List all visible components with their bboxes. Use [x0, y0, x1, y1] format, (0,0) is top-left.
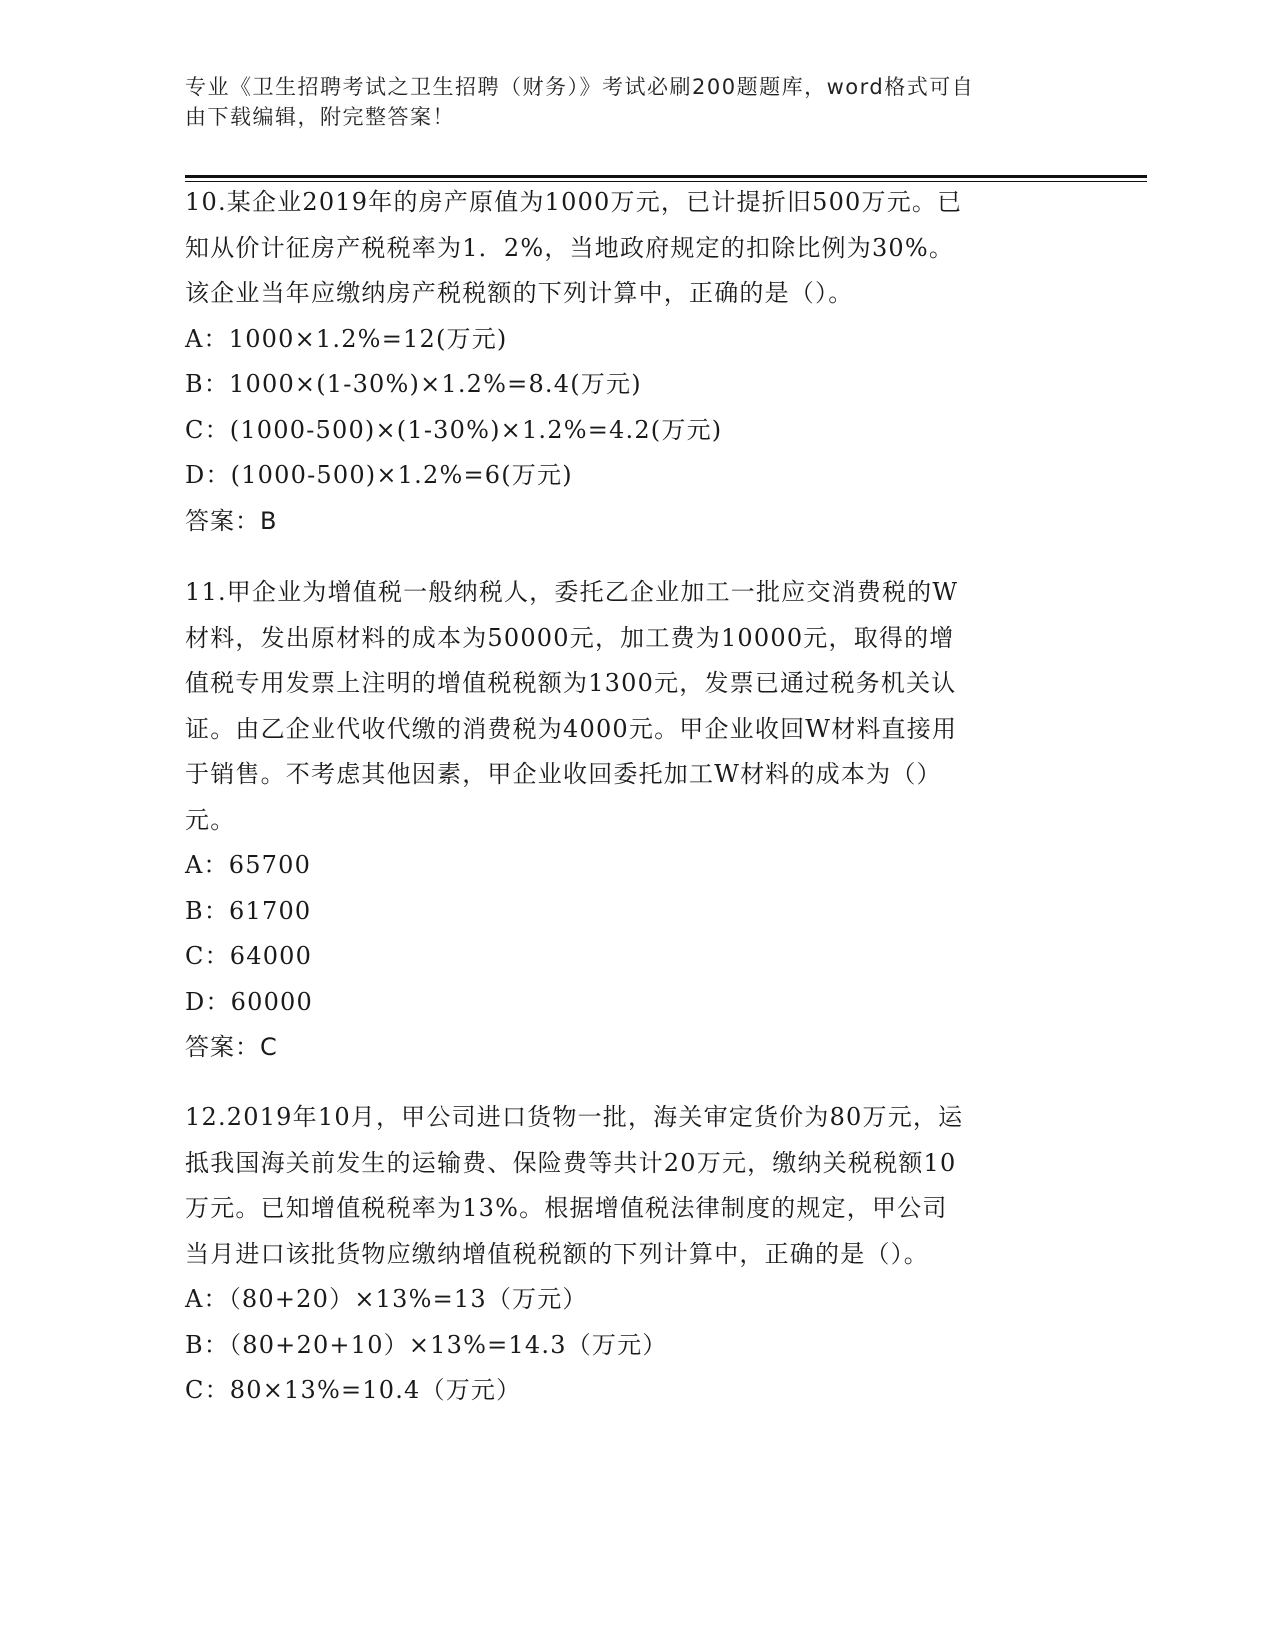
header-line-2: 由下载编辑，附完整答案！: [185, 105, 455, 129]
question-stem-line: 知从价计征房产税税率为1．2%，当地政府规定的扣除比例为30%。: [185, 233, 955, 262]
option-a: A：65700: [185, 851, 312, 879]
option-c: C：64000: [185, 942, 313, 970]
question-stem-line: 元。: [185, 805, 236, 834]
option-d: D：(1000-500)×1.2%=6(万元): [185, 461, 573, 489]
question-stem-line: 值税专用发票上注明的增值税税额为1300元，发票已通过税务机关认: [185, 669, 957, 697]
question-stem-line: 该企业当年应缴纳房产税税额的下列计算中，正确的是（）。: [185, 279, 854, 307]
question-stem-line: 10.某企业2019年的房产原值为1000万元，已计提折旧500万元。已: [185, 188, 963, 216]
question-stem-line: 12.2019年10月，甲公司进口货物一批，海关审定货价为80万元，运: [185, 1103, 964, 1131]
question-stem-line: 11.甲企业为增值税一般纳税人，委托乙企业加工一批应交消费税的W: [185, 578, 959, 606]
answer-label: 答案：C: [185, 1033, 278, 1061]
question-stem-line: 材料，发出原材料的成本为50000元，加工费为10000元，取得的增: [185, 623, 955, 652]
question-stem-line: 万元。已知增值税税率为13%。根据增值税法律制度的规定，甲公司: [185, 1194, 948, 1222]
question-11: [185, 570, 1075, 1071]
question-stem-line: 抵我国海关前发生的运输费、保险费等共计20万元，缴纳关税税额10: [185, 1148, 957, 1177]
option-b: B：61700: [185, 896, 312, 925]
option-d: D：60000: [185, 987, 313, 1016]
question-10: [185, 180, 1075, 544]
option-c: C：80×13%=10.4（万元）: [185, 1376, 522, 1404]
option-b: B：（80+20+10）×13%=14.3（万元）: [185, 1330, 668, 1359]
option-a: A：1000×1.2%=12(万元): [185, 324, 508, 353]
option-c: C：(1000-500)×(1-30%)×1.2%=4.2(万元): [185, 415, 723, 444]
header-divider-thick: [185, 175, 1147, 178]
question-12: [185, 1095, 1075, 1414]
answer-label: 答案：B: [185, 506, 278, 535]
question-stem-line: 证。由乙企业代收代缴的消费税为4000元。甲企业收回W材料直接用: [185, 714, 958, 743]
option-b: B：1000×(1-30%)×1.2%=8.4(万元): [185, 370, 642, 398]
header-line-1: 专业《卫生招聘考试之卫生招聘（财务）》考试必刷200题题库，word格式可自: [185, 75, 975, 99]
document-header: [185, 72, 1065, 132]
question-stem-line: 于销售。不考虑其他因素，甲企业收回委托加工W材料的成本为（）: [185, 760, 942, 788]
question-stem-line: 当月进口该批货物应缴纳增值税税额的下列计算中，正确的是（）。: [185, 1239, 929, 1268]
option-a: A：（80+20）×13%=13（万元）: [185, 1285, 588, 1313]
